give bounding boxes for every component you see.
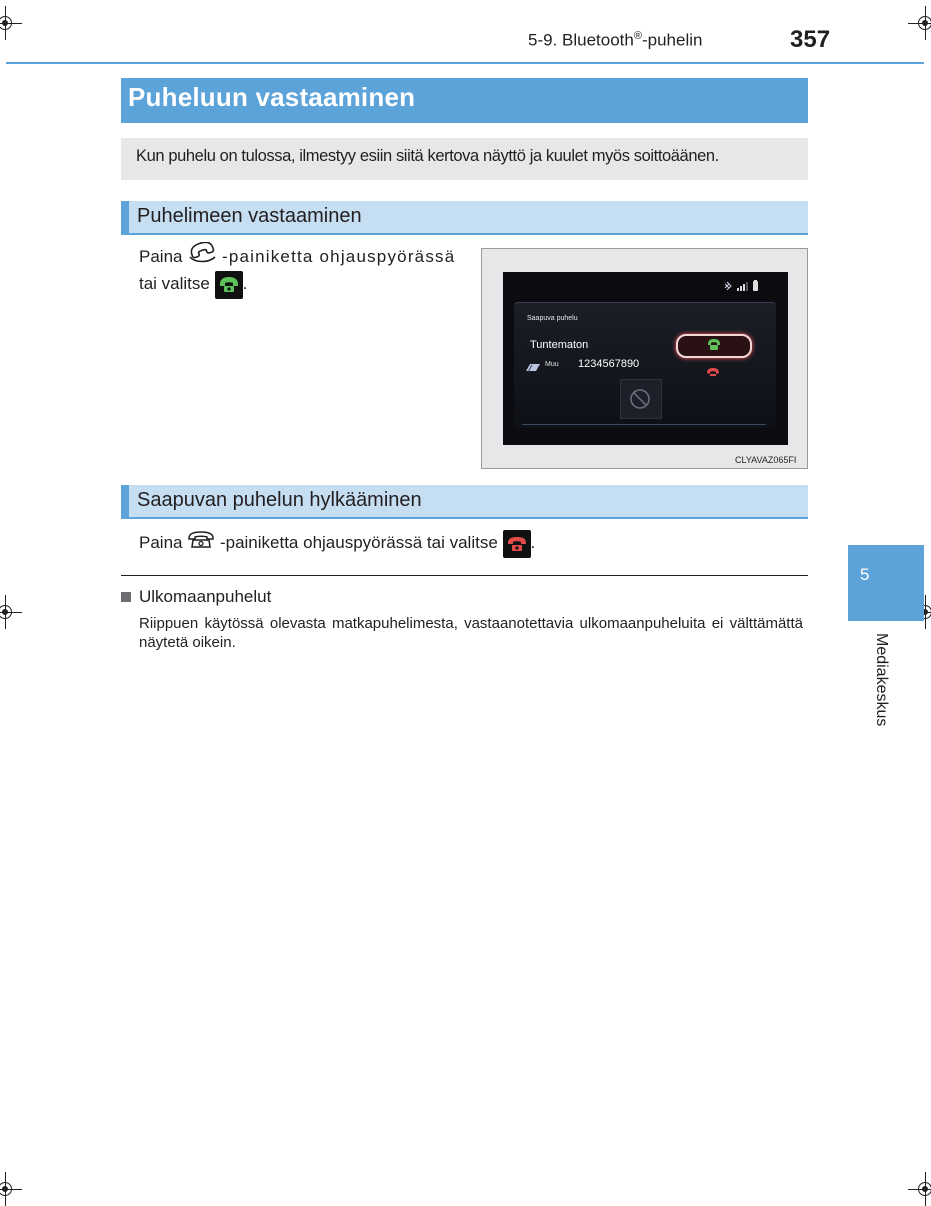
number-type: Muu (545, 361, 559, 368)
note-text: Riippuen käytössä olevasta matkapuhelimesta, vastaanotettavia ulkomaanpuheluita ei välttämättä näytetä oikein. (139, 615, 803, 651)
no-entry-icon (629, 388, 651, 410)
contact-book-icon (525, 360, 541, 378)
answer-text-pre: Paina (139, 246, 183, 266)
reject-text-pre: Paina (139, 533, 183, 552)
title-bar (121, 78, 808, 123)
note-title: Ulkomaanpuhelut (139, 587, 272, 606)
answer-text-end: . (242, 274, 248, 293)
running-header (528, 30, 702, 51)
registered-mark: ® (633, 30, 642, 42)
page-title: Puheluun vastaaminen (128, 82, 416, 112)
reject-text-mid: -painiketta ohjauspyörässä tai valitse (219, 533, 498, 552)
caller-name: Tuntematon (530, 339, 589, 351)
chapter-number: 5 (860, 565, 870, 584)
section-header-reject (121, 485, 808, 519)
accept-call-button[interactable] (676, 334, 752, 358)
section-title-reject: Saapuvan puhelun hylkääminen (137, 489, 422, 511)
chapter-label: Mediakeskus (873, 633, 890, 727)
intro-box (121, 138, 808, 180)
registration-mark-top-right (914, 12, 931, 34)
status-icons (723, 280, 769, 292)
registration-mark-bottom-right (914, 1178, 931, 1200)
reject-instruction (139, 529, 535, 558)
screen-title: Saapuva puhelu (527, 315, 578, 322)
figure-caption: CLYAVAZ065FI (735, 455, 797, 465)
green-answer-button-icon (215, 271, 243, 299)
caller-number: 1234567890 (578, 358, 640, 370)
page-number: 357 (790, 26, 831, 53)
section-title-answer: Puhelimeen vastaaminen (137, 205, 362, 227)
header-section-suffix: -puhelin (641, 30, 703, 50)
phone-hang-up-icon (187, 530, 215, 558)
registration-mark-mid-left (0, 601, 16, 623)
reject-text-end: . (530, 533, 536, 552)
intro-text: Kun puhelu on tulossa, ilmestyy esiin siitä kertova näyttö ja kuulet myös soittoäänen. (136, 147, 719, 165)
answer-instruction-line2 (139, 270, 247, 299)
answer-instruction-line1 (139, 242, 455, 273)
screen-bottom-line (522, 424, 766, 425)
unavailable-button[interactable] (620, 379, 662, 419)
header-section: 5-9. Bluetooth (528, 30, 634, 50)
registration-mark-bottom-left (0, 1178, 16, 1200)
header-rule (6, 62, 924, 64)
phone-off-hook-icon (187, 242, 217, 273)
reject-call-button[interactable] (706, 363, 720, 381)
answer-text-mid: -painiketta ohjauspyörässä (221, 246, 456, 266)
red-reject-button-icon (503, 530, 531, 558)
registration-mark-top-left (0, 12, 16, 34)
section-header-answer (121, 201, 808, 235)
section-divider (121, 575, 808, 576)
answer-text-line2: tai valitse (139, 274, 210, 293)
square-bullet-icon (121, 592, 131, 602)
